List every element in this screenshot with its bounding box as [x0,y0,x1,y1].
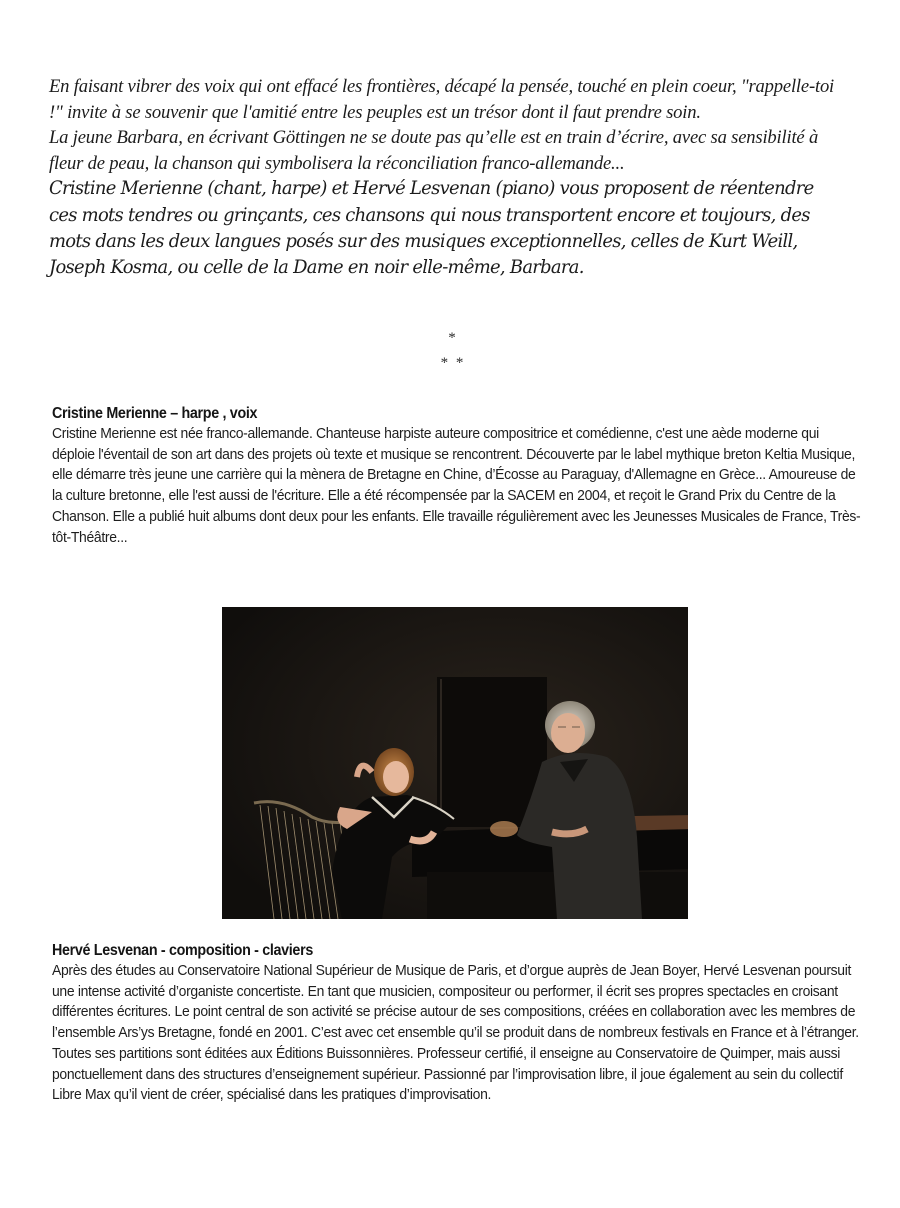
intro-paragraph: La jeune Barbara, en écrivant Göttingen ne se doute pas qu’elle est en train d’écrire, avec sa sensibilité à fleur de peau, la chanson qui symbolisera la réconciliation franco-allemande... [49,127,819,174]
separator-star: * [448,330,458,346]
bio-heading: Hervé Lesvenan - composition - claviers [52,942,313,959]
bio-text: Après des études au Conservatoire National Supérieur de Musique de Paris, et d’orgue auprès de Jean Boyer, Hervé Lesvenan poursuit une intense activité d’organiste concertiste. En tant que musicien, compositeur ou performer, il écrit ses propres spectacles en croisant différentes écritures. Le point central de son activité se précise autour de ses compositions, créées en collaboration avec les membres de l’ensemble Ars’ys Bretagne, fondé en 2001. C’est avec cet ensemble qu’il se produit dans de nombreux festivals en France et à l’étranger. Toutes ses partitions sont éditées aux Éditions Buissonnières. Professeur certifié, il enseigne au Conservatoire de Quimper, mais aussi ponctuellement dans des structures d’enseignement supérieur. Passionné par l’improvisation libre, il joue également au sein du collectif Libre Max qu’il vient de créer, spécialisé dans les pratiques d’improvisation. [52,962,859,1104]
intro-text [49,74,840,281]
intro-paragraph: Cristine Merienne (chant, harpe) et Hervé Lesvenan (piano) vous proposent de réentendre ces mots tendres ou grinçants, ces chansons qui nous transportent encore et toujours, des mots dans les deux langues posés sur des musiques exceptionnelles, celles de Kurt Weill, Joseph Kosma, ou celle de la Dame en noir elle-même, Barbara. [49,178,814,278]
bio-herve-lesvenan [52,940,861,1106]
bio-text: Cristine Merienne est née franco-allemande. Chanteuse harpiste auteure compositrice et comédienne, c'est une aède moderne qui déploie l'éventail de son art dans des projets où texte et musique se rencontrent. Découverte par le label mythique breton Keltia Musique, elle démarre très jeune une carrière qui la mènera de Bretagne en Chine, d’Écosse au Paraguay, d'Allemagne en Grèce... Amoureuse de la culture bretonne, elle l'est aussi de l'écriture. Elle a été récompensée par la SACEM en 2004, et reçoit le Grand Prix du Centre de la Chanson. Elle a publié huit albums dont deux pour les enfants. Elle travaille régulièrement avec les Jeunesses Musicales de France, Très-tôt-Théâtre... [52,425,861,546]
bio-cristine-merienne [52,403,861,548]
separator-stars: * * [440,355,466,371]
intro-paragraph: En faisant vibrer des voix qui ont effacé les frontières, décapé la pensée, touché en plein coeur, "rappelle-toi !" invite à se souvenir que l'amitié entre les peuples est un trésor dont il faut prendre soin. [49,76,835,123]
performers-photo [222,607,688,919]
photo-illustration [222,607,688,919]
bio-heading: Cristine Merienne – harpe , voix [52,405,258,422]
